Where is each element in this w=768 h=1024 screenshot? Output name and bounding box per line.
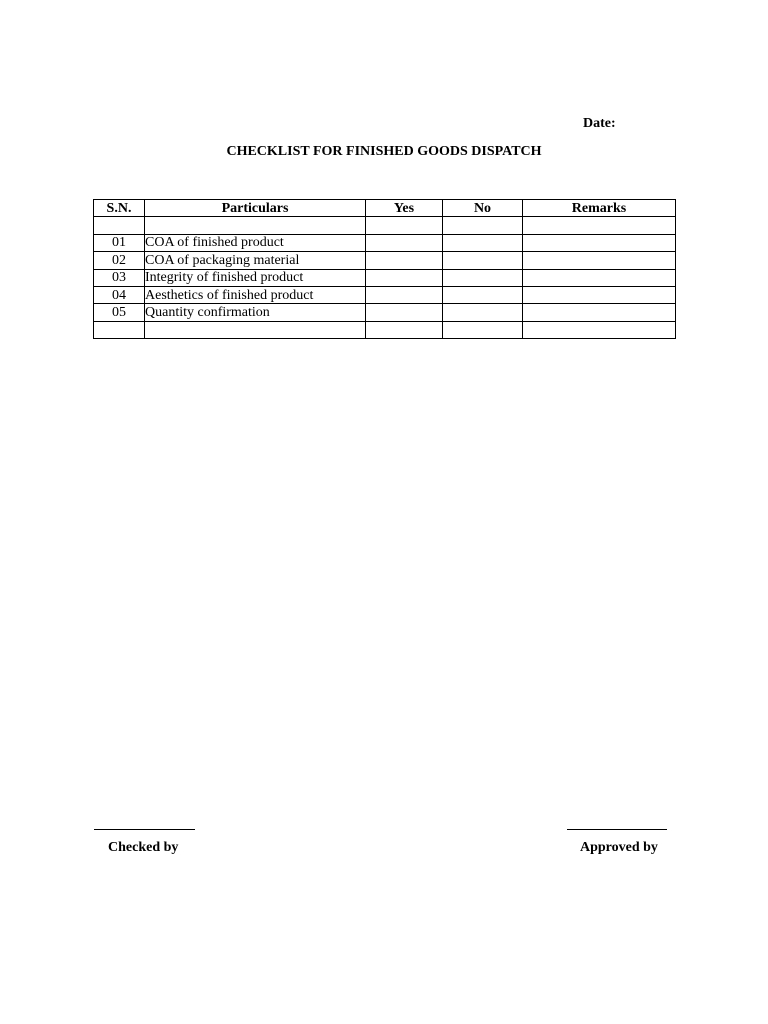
- table-row: [94, 304, 676, 321]
- no-cell: [443, 269, 523, 286]
- table-row: [94, 252, 676, 269]
- no-cell: [443, 234, 523, 251]
- checked-by-signature-line: [94, 829, 195, 830]
- column-header-yes: Yes: [366, 200, 443, 217]
- table-row: [94, 286, 676, 303]
- yes-cell: [366, 252, 443, 269]
- remarks-cell: [523, 252, 676, 269]
- table-row: [94, 321, 676, 338]
- sn-cell: 04: [94, 286, 145, 303]
- sn-cell: [94, 217, 145, 234]
- sn-cell: 05: [94, 304, 145, 321]
- remarks-cell: [523, 304, 676, 321]
- particulars-cell: Quantity confirmation: [145, 304, 366, 321]
- particulars-cell: Aesthetics of finished product: [145, 286, 366, 303]
- remarks-cell: [523, 217, 676, 234]
- particulars-cell: Integrity of finished product: [145, 269, 366, 286]
- table-row: [94, 217, 676, 234]
- column-header-particulars: Particulars: [145, 200, 366, 217]
- remarks-cell: [523, 286, 676, 303]
- particulars-cell: COA of finished product: [145, 234, 366, 251]
- particulars-cell: COA of packaging material: [145, 252, 366, 269]
- no-cell: [443, 321, 523, 338]
- yes-cell: [366, 234, 443, 251]
- table-header-row: [94, 200, 676, 217]
- remarks-cell: [523, 269, 676, 286]
- table-row: [94, 234, 676, 251]
- page-title: CHECKLIST FOR FINISHED GOODS DISPATCH: [226, 144, 542, 159]
- no-cell: [443, 252, 523, 269]
- table-row: [94, 269, 676, 286]
- sn-cell: 01: [94, 234, 145, 251]
- yes-cell: [366, 217, 443, 234]
- sn-cell: 02: [94, 252, 145, 269]
- no-cell: [443, 304, 523, 321]
- yes-cell: [366, 304, 443, 321]
- approved-by-label: Approved by: [580, 840, 658, 855]
- approved-by-signature-line: [567, 829, 667, 830]
- yes-cell: [366, 269, 443, 286]
- date-label: Date:: [583, 116, 616, 131]
- column-header-remarks: Remarks: [523, 200, 676, 217]
- particulars-cell: [145, 217, 366, 234]
- particulars-cell: [145, 321, 366, 338]
- yes-cell: [366, 286, 443, 303]
- sn-cell: 03: [94, 269, 145, 286]
- checked-by-label: Checked by: [108, 840, 179, 855]
- remarks-cell: [523, 321, 676, 338]
- no-cell: [443, 217, 523, 234]
- column-header-sn: S.N.: [94, 200, 145, 217]
- yes-cell: [366, 321, 443, 338]
- checklist-table: [93, 199, 676, 339]
- sn-cell: [94, 321, 145, 338]
- column-header-no: No: [443, 200, 523, 217]
- remarks-cell: [523, 234, 676, 251]
- no-cell: [443, 286, 523, 303]
